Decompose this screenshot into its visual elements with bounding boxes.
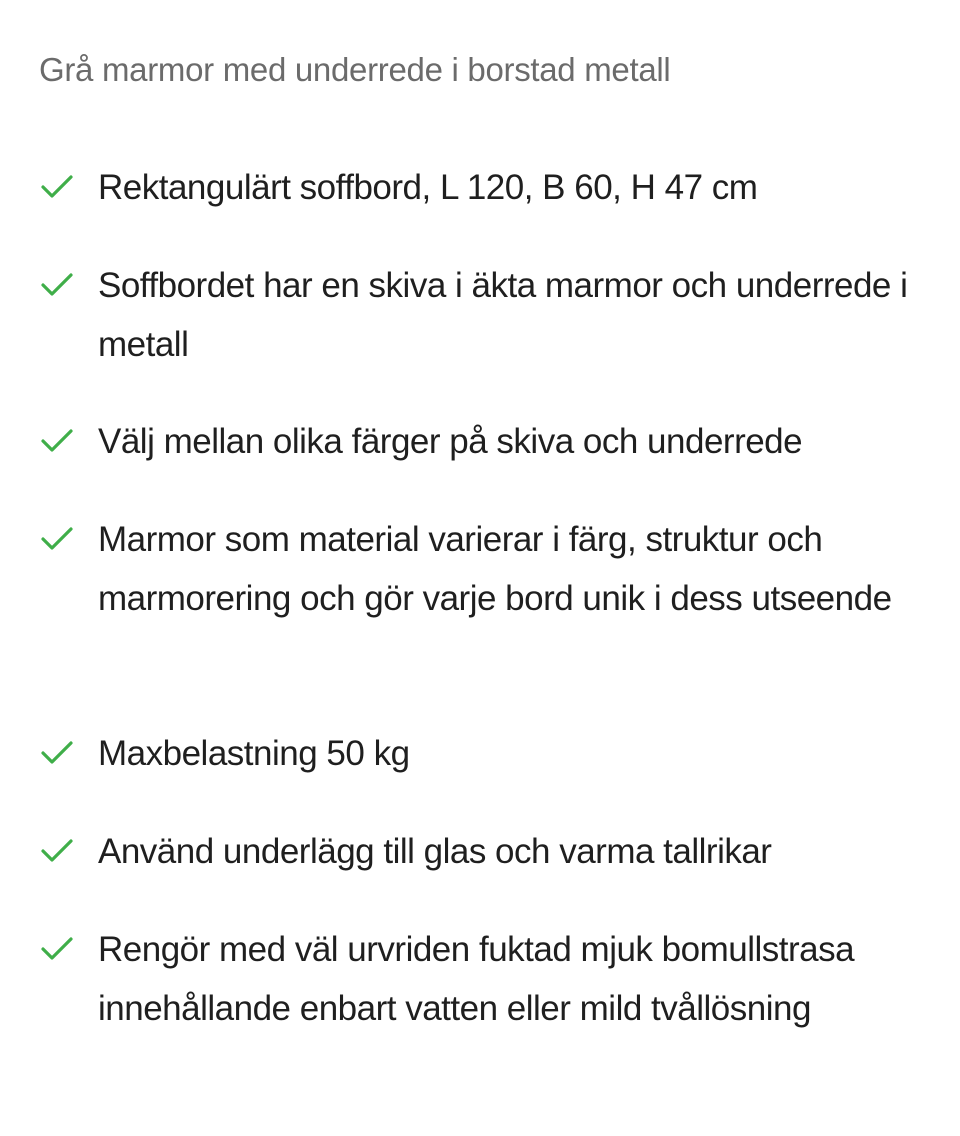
check-icon	[40, 272, 74, 298]
product-subtitle: Grå marmor med underrede i borstad metall	[39, 51, 671, 88]
check-icon	[40, 740, 74, 766]
feature-text: Rektangulärt soffbord, L 120, B 60, H 47 cm	[98, 168, 758, 207]
check-icon	[40, 838, 74, 864]
feature-text: Använd underlägg till glas och varma tallrikar	[98, 832, 772, 871]
check-icon	[40, 174, 74, 200]
feature-text: Rengör med väl urvriden fuktad mjuk bomullstrasa innehållande enbart vatten eller mild tvållösning	[98, 930, 855, 1028]
feature-text: Soffbordet har en skiva i äkta marmor och underrede i metall	[98, 266, 908, 364]
check-icon	[40, 526, 74, 552]
feature-text: Marmor som material varierar i färg, struktur och marmorering och gör varje bord unik i dess utseende	[98, 520, 892, 618]
check-icon	[40, 936, 74, 962]
check-icon	[40, 428, 74, 454]
feature-text: Maxbelastning 50 kg	[98, 734, 410, 773]
feature-text: Välj mellan olika färger på skiva och underrede	[98, 422, 803, 461]
